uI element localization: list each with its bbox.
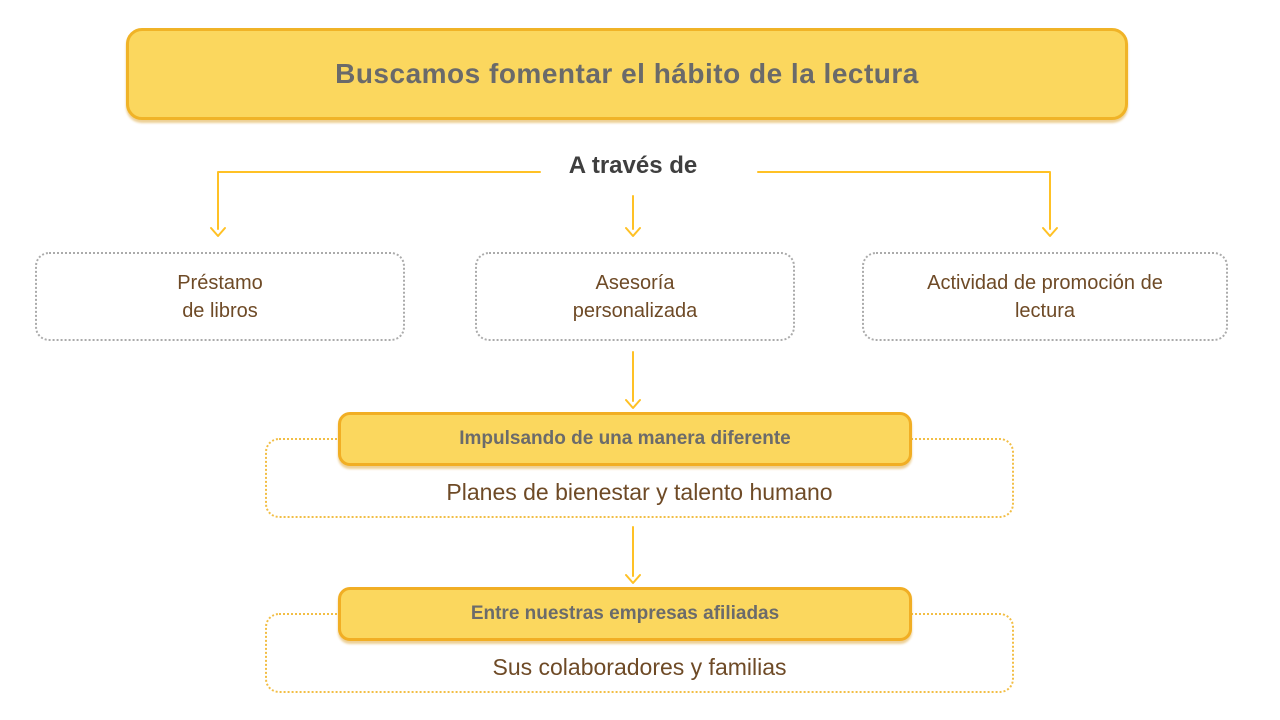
section1-arrowhead-icon [626,400,640,408]
connector-label: A través de [568,152,698,179]
method-label-line: Asesoría [595,271,675,294]
method-label-line: de libros [182,299,258,322]
right-elbow-connector [758,172,1050,229]
method-label-line: personalizada [572,299,698,322]
section-banner-2 [338,587,912,641]
left-arrowhead-icon [211,228,225,236]
middle-arrowhead-icon [626,228,640,236]
right-arrowhead-icon [1043,228,1057,236]
section-banner-text: Impulsando de una manera diferente [459,428,791,449]
title-box [126,28,1128,120]
method-label-line: lectura [1014,299,1076,322]
method-label-line: Préstamo [177,271,263,294]
section-body-text: Sus colaboradores y familias [492,654,787,680]
method-box-actividad [862,252,1228,341]
left-elbow-connector [218,172,540,229]
section-banner-text: Entre nuestras empresas afiliadas [470,603,780,624]
method-box-prestamo [35,252,405,341]
section2-arrowhead-icon [626,575,640,583]
section-body-text: Planes de bienestar y talento humano [446,479,833,505]
section-banner-1 [338,412,912,466]
method-box-asesoria [475,252,795,341]
slide-title: Buscamos fomentar el hábito de la lectura [335,58,919,89]
method-label-line: Actividad de promoción de [927,271,1163,294]
